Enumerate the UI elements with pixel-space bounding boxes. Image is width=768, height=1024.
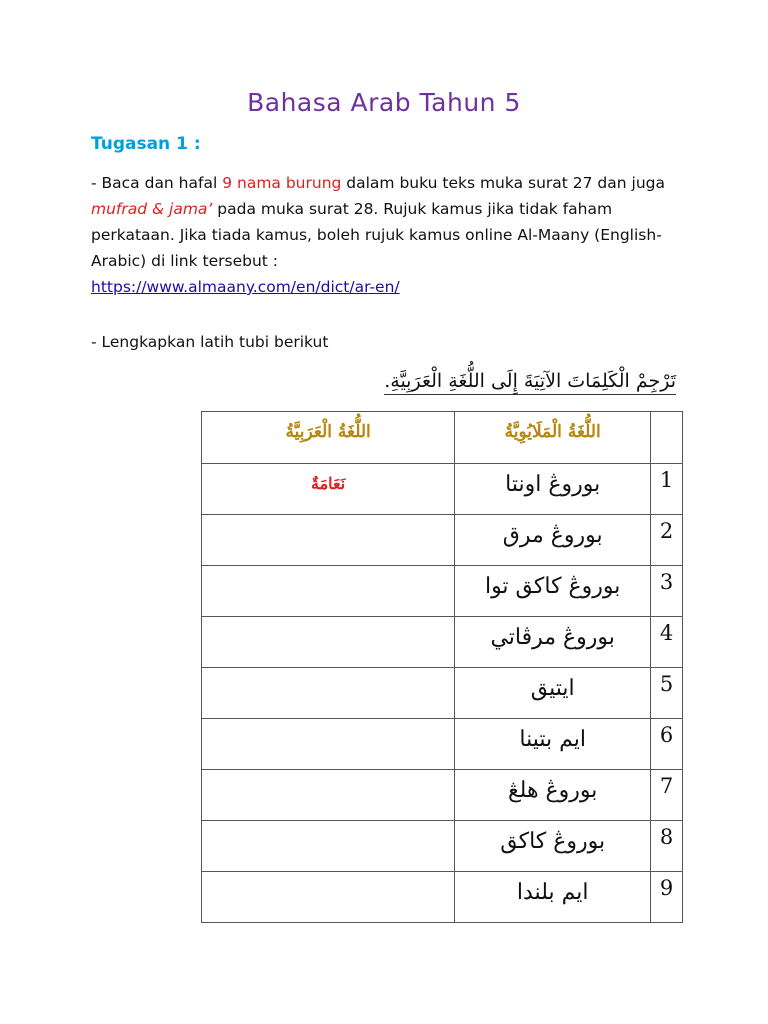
header-num <box>651 412 682 416</box>
table-header-row <box>202 412 683 464</box>
malay-word: بوروڠ هلڠ <box>507 778 598 803</box>
malay-word: ايم بتينا <box>519 727 586 752</box>
row-number-cell <box>651 770 683 821</box>
row-number: 6 <box>659 723 674 747</box>
header-malay-cell <box>455 412 651 464</box>
arabic-answer <box>202 515 454 525</box>
instr-text-3: pada muka surat 28. Rujuk kamus jika tidak faham perkataan. Jika tiada kamus, boleh rujuk kamus online Al-Maany (English-Arabic) di link tersebut : <box>91 200 662 270</box>
row-number: 7 <box>659 774 674 798</box>
row-number: 3 <box>659 570 674 594</box>
answer-cell[interactable] <box>202 770 455 821</box>
answer-cell[interactable] <box>202 566 455 617</box>
malay-word: ايتيق <box>530 676 575 701</box>
row-number: 4 <box>659 621 674 645</box>
malay-word: بوروڠ مرڤاتي <box>490 625 615 650</box>
instructions-paragraph <box>91 170 681 300</box>
table-row <box>202 668 683 719</box>
answer-cell[interactable] <box>202 719 455 770</box>
row-number-cell <box>651 617 683 668</box>
row-number-cell <box>651 668 683 719</box>
arabic-instruction: تَرْجِمْ الْكَلِمَاتَ الآتِيَةَ إِلَى اللُّغَةِ الْعَرَبِيَّةِ. <box>384 370 676 395</box>
answer-cell[interactable] <box>202 515 455 566</box>
row-number: 2 <box>659 519 674 543</box>
table-row <box>202 821 683 872</box>
malay-word-cell <box>455 617 651 668</box>
table-row <box>202 566 683 617</box>
answer-cell[interactable] <box>202 617 455 668</box>
table-row <box>202 464 683 515</box>
row-number-cell <box>651 821 683 872</box>
malay-word: بوروڠ اونتا <box>505 472 601 497</box>
row-number: 5 <box>659 672 674 696</box>
header-arabic: اللُّغَةُ الْعَرَبِيَّةُ <box>285 422 371 442</box>
arabic-answer <box>202 617 454 627</box>
complete-instruction: - Lengkapkan latih tubi berikut <box>91 333 329 351</box>
arabic-answer <box>202 821 454 831</box>
malay-word: بوروڠ كاكق <box>500 829 606 854</box>
arabic-answer <box>202 770 454 780</box>
answer-cell[interactable] <box>202 668 455 719</box>
table-row <box>202 770 683 821</box>
arabic-answer <box>202 668 454 678</box>
row-number-cell <box>651 515 683 566</box>
instr-text-1: - Baca dan hafal <box>91 174 223 192</box>
vocabulary-table <box>201 411 683 923</box>
page-title: Bahasa Arab Tahun 5 <box>247 88 521 117</box>
row-number: 1 <box>659 468 674 492</box>
malay-word: ايم بلندا <box>516 880 589 905</box>
table-row <box>202 617 683 668</box>
malay-word-cell <box>455 872 651 923</box>
table-row <box>202 872 683 923</box>
row-number: 9 <box>659 876 674 900</box>
malay-word-cell <box>455 566 651 617</box>
malay-word-cell <box>455 464 651 515</box>
arabic-answer <box>202 566 454 576</box>
malay-word: بوروڠ مرق <box>502 523 603 548</box>
malay-word-cell <box>455 719 651 770</box>
almaany-link[interactable]: https://www.almaany.com/en/dict/ar-en/ <box>91 278 400 296</box>
malay-word-cell <box>455 770 651 821</box>
malay-word-cell <box>455 821 651 872</box>
row-number-cell <box>651 872 683 923</box>
answer-cell[interactable] <box>202 872 455 923</box>
arabic-answer: نَعَامَةٌ <box>311 474 346 493</box>
row-number-cell <box>651 566 683 617</box>
row-number-cell <box>651 719 683 770</box>
answer-cell[interactable] <box>202 821 455 872</box>
header-arabic-cell <box>202 412 455 464</box>
malay-word-cell <box>455 515 651 566</box>
row-number-cell <box>651 464 683 515</box>
answer-cell[interactable] <box>202 464 455 515</box>
instr-text-2: dalam buku teks muka surat 27 dan juga <box>341 174 665 192</box>
arabic-answer <box>202 872 454 882</box>
malay-word-cell <box>455 668 651 719</box>
instr-highlight: 9 nama burung <box>222 174 342 192</box>
header-malay: اللُّغَةُ الْمَلَايُوِيَّةُ <box>504 422 601 442</box>
task-label: Tugasan 1 : <box>91 134 201 154</box>
table-row <box>202 515 683 566</box>
arabic-answer <box>202 719 454 729</box>
instr-italic: mufrad & jama’ <box>91 200 213 218</box>
malay-word: بوروڠ كاكق توا <box>484 574 621 599</box>
header-num-cell <box>651 412 683 464</box>
row-number: 8 <box>659 825 674 849</box>
table-row <box>202 719 683 770</box>
